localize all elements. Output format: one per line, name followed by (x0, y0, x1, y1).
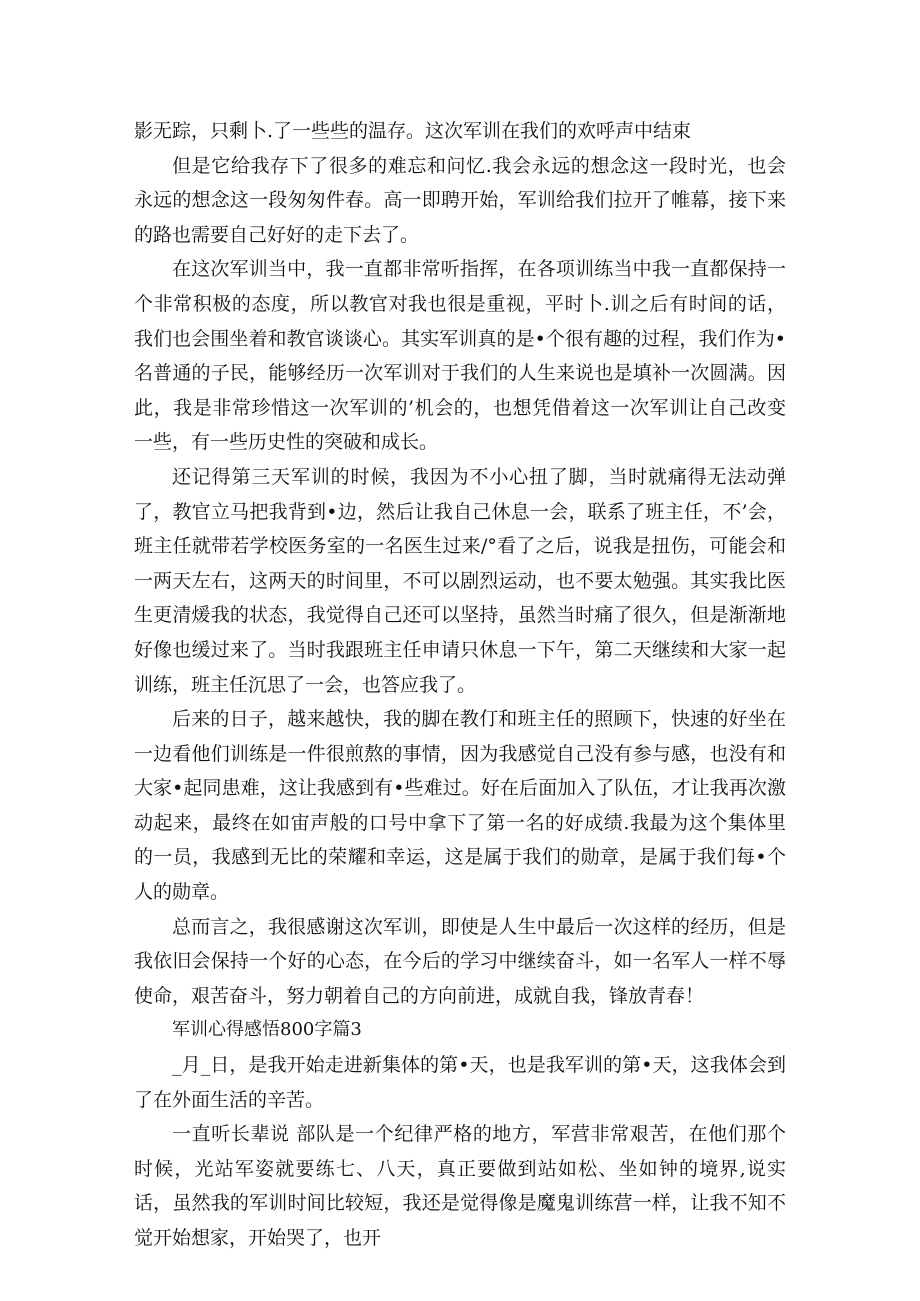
paragraph-continuation: 影无踪，只剩卜.了一些些的温存。这次军训在我们的欢呼声中结束 (134, 120, 692, 142)
paragraph: _月_日，是我开始走进新集体的第•天，也是我军训的第•天，这我体会到了在外面生活的辛苦。 (134, 1054, 786, 1111)
paragraph: 总而言之，我很感谢这次军训，即使是人生中最后一次这样的经历，但是我依旧会保持一个好的心态，在今后的学习中继续奋斗，如一名军人一样不辱使命，艰苦奋斗，努力朝着自己的方向前进，成就自我，锋放青春！ (134, 915, 786, 1007)
document-body (134, 114, 786, 1256)
paragraph: 一直听长辈说 部队是一个纪律严格的地方，军营非常艰苦，在他们那个时候，光站军姿就要练七、八天，真正要做到站如松、坐如钟的境界,说实话，虽然我的军训时间比较短，我还是觉得像是魔鬼训练营一样，让我不知不觉开始想家，开始哭了，也开 (134, 1123, 786, 1249)
section-heading: 军训心得感悟800字篇3 (172, 1019, 362, 1041)
paragraph: 后来的日子，越来越快，我的脚在教仃和班主任的照顾下，快速的好坐在一边看他们训练是一件很煎熬的事情，因为我感觉自己没有参与感，也没有和大家•起同患难，这让我感到有•些难过。好在后面加入了队伍，才让我再次激动起来，最终在如宙声般的口号中拿下了第一名的好成绩.我最为这个集体里的一员，我感到无比的荣耀和幸运，这是属于我们的勋章，是属于我们每•个人的勋章。 (134, 708, 786, 904)
paragraph: 但是它给我存下了很多的难忘和问忆.我会永远的想念这一段时光，也会永远的想念这一段匆匆件春。高一即聘开始，军训给我们拉开了帷幕，接下来的路也需要自己好好的走下去了。 (134, 154, 786, 246)
paragraph: 在这次军训当中，我一直都非常听指挥，在各项训练当中我一直都保持一个非常积极的态度，所以教官对我也很是重视，平时卜.训之后有时间的话，我们也会围坐着和教官谈谈心。其实军训真的是•个很有趣的过程，我们作为•名普通的子民，能够经历一次军训对于我们的人生来说也是填补一次圆满。因此，我是非常珍惜这一次军训的’机会的，也想凭借着这一次军训让自己改变一些，有一些历史性的突破和成长。 (134, 258, 786, 454)
paragraph: 还记得第三天军训的时候，我因为不小心扭了脚，当时就痛得无法动弹了，教官立马把我背到•边，然后让我自己休息一会，联系了班主任，不’会，班主任就带若学校医务室的一名医生过来/°看了之后，说我是扭伤，可能会和一两天左右，这两天的时间里，不可以剧烈运动，也不要太勉强。其实我比医生更清煖我的状态，我觉得自己还可以坚持，虽然当时痛了很久，但是渐渐地好像也缓过来了。当时我跟班主任申请只休息一下午，第二天继续和大家一起训练，班主任沉思了一会，也答应我了。 (134, 465, 786, 696)
